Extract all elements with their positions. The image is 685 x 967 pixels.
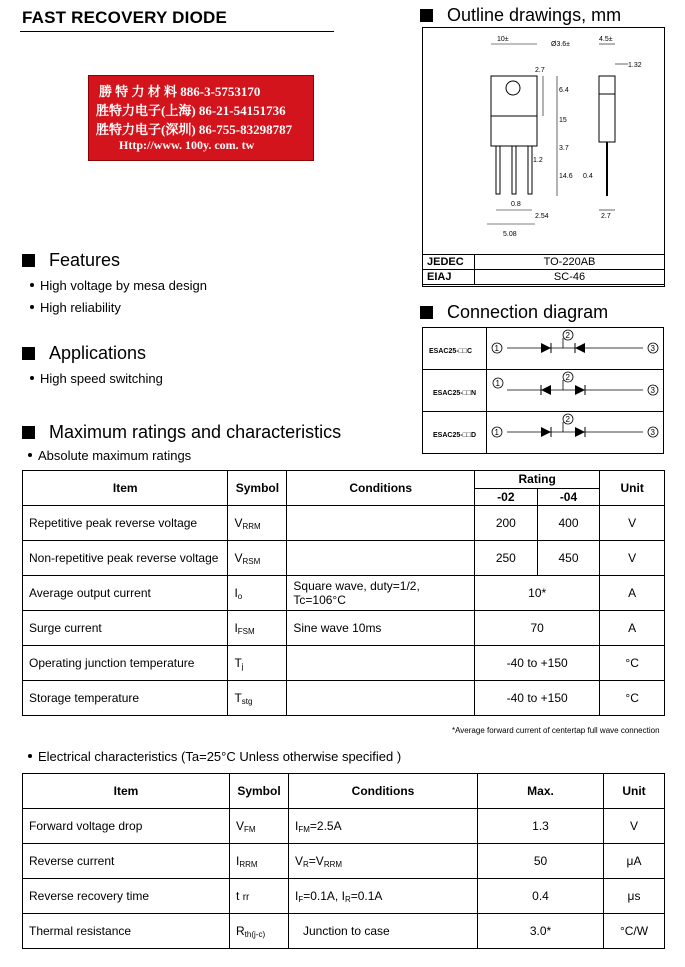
application-text: High speed switching — [40, 371, 163, 386]
part-label: ESAC25-□□D — [433, 431, 477, 439]
row-unit: V — [604, 809, 665, 844]
distributor-stamp — [88, 75, 314, 161]
row-unit: V — [600, 541, 665, 576]
cond-sub: R — [344, 894, 351, 904]
row-item: Average output current — [23, 576, 228, 611]
row-conditions — [287, 681, 475, 716]
feature-text: High voltage by mesa design — [40, 278, 207, 293]
symbol-sub: FM — [244, 824, 256, 834]
applications-heading — [22, 343, 146, 364]
pin-3: 3 — [650, 344, 655, 353]
cond-sub: F — [298, 894, 304, 904]
row-item: Surge current — [23, 611, 228, 646]
section-square-icon — [22, 426, 35, 439]
ratings-subheading-text: Absolute maximum ratings — [38, 448, 192, 463]
row-symbol — [230, 844, 289, 879]
cond-part: V — [295, 853, 304, 868]
row-value-02: 250 — [475, 541, 538, 576]
symbol-main: V — [234, 515, 243, 530]
connection-part — [423, 370, 487, 412]
cond-part: =V — [308, 853, 324, 868]
symbol-sub: stg — [241, 696, 253, 706]
side-body — [599, 94, 615, 142]
cond-part: =0.1A, I — [303, 888, 345, 903]
package-table — [422, 254, 665, 285]
symbol-main: V — [234, 550, 243, 565]
connection-symbol — [487, 370, 664, 412]
symbol-sub: rr — [242, 892, 250, 903]
section-square-icon — [22, 254, 35, 267]
dim-tab-thick: 1.32 — [628, 62, 642, 69]
ratings-subheading — [28, 448, 191, 463]
row-value: 3.0* — [478, 914, 604, 949]
symbol-main: I — [234, 620, 238, 635]
connection-heading-text: Connection diagram — [447, 302, 609, 322]
symbol-sub: j — [241, 661, 244, 671]
row-unit: V — [600, 506, 665, 541]
pin-1: 1 — [494, 344, 499, 353]
dim-lead-width: 1.2 — [533, 157, 543, 164]
connection-row — [423, 412, 664, 454]
cond-part: =0.1A — [350, 888, 383, 903]
dim-thickness: 4.5± — [599, 36, 613, 43]
table-row — [23, 506, 665, 541]
row-unit: °C — [600, 646, 665, 681]
dim-hole: Ø3.6± — [551, 41, 571, 48]
title-underline — [20, 31, 334, 32]
pin-2: 2 — [565, 373, 570, 382]
row-item: Reverse current — [23, 844, 230, 879]
part-label: ESAC25-□□C — [429, 347, 473, 355]
row-item: Storage temperature — [23, 681, 228, 716]
symbol-main: T — [234, 655, 242, 670]
pin-2: 2 — [565, 331, 570, 340]
symbol-sub: RSM — [242, 556, 261, 566]
outline-heading — [420, 5, 621, 26]
table-row — [23, 611, 665, 646]
row-value-02: 200 — [475, 506, 538, 541]
row-item: Repetitive peak reverse voltage — [23, 506, 228, 541]
feature-text: High reliability — [40, 300, 121, 315]
ratings-heading — [22, 422, 341, 443]
pin-3: 3 — [650, 386, 655, 395]
row-symbol — [230, 809, 289, 844]
bullet-icon — [28, 754, 32, 758]
symbol-sub: RRM — [242, 521, 261, 531]
diode-c-symbol — [487, 328, 663, 364]
row-symbol — [230, 914, 289, 949]
connection-symbol — [487, 412, 664, 454]
feature-item — [30, 278, 207, 293]
package-label: JEDEC — [423, 255, 475, 270]
connection-symbol — [487, 328, 664, 370]
outline-heading-text: Outline drawings, mm — [447, 5, 622, 25]
row-unit: μs — [604, 879, 665, 914]
pin-1: 1 — [494, 428, 499, 437]
symbol-main: I — [236, 853, 240, 868]
row-unit: μA — [604, 844, 665, 879]
row-symbol — [228, 541, 287, 576]
row-value-04: 450 — [537, 541, 600, 576]
dim-lead-thick: 0.4 — [583, 173, 593, 180]
row-item: Operating junction temperature — [23, 646, 228, 681]
package-label: EIAJ — [423, 270, 475, 285]
row-symbol — [230, 879, 289, 914]
row-conditions — [289, 809, 478, 844]
connection-part — [423, 412, 487, 454]
row-conditions — [287, 506, 475, 541]
header-unit: Unit — [600, 471, 665, 506]
cond-part: =2.5A — [309, 818, 342, 833]
electrical-heading — [28, 749, 401, 764]
dim-pitch: 2.54 — [535, 213, 549, 220]
table-row — [23, 681, 665, 716]
row-symbol — [228, 646, 287, 681]
package-value: SC-46 — [475, 270, 665, 285]
symbol-main: t — [236, 889, 240, 903]
symbol-sub: RRM — [239, 859, 258, 869]
row-conditions — [289, 879, 478, 914]
mounting-hole — [506, 81, 520, 95]
dim-lead-w2: 0.8 — [511, 201, 521, 208]
section-square-icon — [420, 306, 433, 319]
electrical-heading-text: Electrical characteristics (Ta=25°C Unless otherwise specified ) — [38, 749, 402, 764]
row-symbol — [228, 681, 287, 716]
table-row — [23, 646, 665, 681]
document-title: FAST RECOVERY DIODE — [22, 8, 228, 27]
header-symbol: Symbol — [230, 774, 289, 809]
header-02: -02 — [475, 488, 538, 506]
row-item: Reverse recovery time — [23, 879, 230, 914]
stamp-line-4: Http://www. 100y. com. tw — [119, 138, 255, 152]
row-conditions — [289, 844, 478, 879]
dim-lead-shoulder: 3.7 — [559, 145, 569, 152]
applications-heading-text: Applications — [49, 343, 147, 363]
symbol-main: T — [234, 690, 242, 705]
row-unit: A — [600, 576, 665, 611]
row-value: 50 — [478, 844, 604, 879]
electrical-table — [22, 773, 665, 949]
dim-tab-height: 6.4 — [559, 87, 569, 94]
lead-1 — [496, 146, 500, 194]
symbol-main: R — [236, 923, 245, 938]
header-symbol: Symbol — [228, 471, 287, 506]
outline-drawing-box — [422, 27, 665, 287]
bullet-icon — [28, 453, 32, 457]
row-conditions: Junction to case — [289, 914, 478, 949]
cond-sub: R — [303, 859, 309, 869]
cond-part: I — [295, 818, 299, 833]
row-value: 0.4 — [478, 879, 604, 914]
row-unit: °C/W — [604, 914, 665, 949]
bullet-icon — [30, 376, 34, 380]
bullet-icon — [30, 305, 34, 309]
bullet-icon — [30, 283, 34, 287]
header-rating: Rating — [475, 471, 600, 489]
table-row — [23, 914, 665, 949]
table-row — [23, 541, 665, 576]
header-item: Item — [23, 471, 228, 506]
connection-table — [422, 327, 664, 454]
stamp-line-1: 勝 特 力 材 料 886-3-5753170 — [99, 84, 261, 99]
symbol-sub: o — [237, 591, 243, 601]
electrical-header-row — [23, 774, 665, 809]
row-value-04: 400 — [537, 506, 600, 541]
ratings-heading-text: Maximum ratings and characteristics — [49, 422, 342, 442]
row-symbol — [228, 611, 287, 646]
package-value: TO-220AB — [475, 255, 665, 270]
dim-lead-length: 14.6 — [559, 173, 573, 180]
lead-3 — [528, 146, 532, 194]
connection-heading — [420, 302, 608, 323]
section-square-icon — [420, 9, 433, 22]
row-value: -40 to +150 — [475, 646, 600, 681]
connection-row — [423, 328, 664, 370]
ratings-footnote: *Average forward current of centertap full wave connection — [452, 726, 660, 735]
package-body — [491, 116, 537, 146]
pin-1: 1 — [495, 379, 500, 388]
package-drawing — [423, 28, 664, 256]
diode-n-symbol — [487, 370, 663, 406]
header-max: Max. — [478, 774, 604, 809]
row-conditions: Square wave, duty=1/2, Tc=106°C — [287, 576, 475, 611]
header-unit: Unit — [604, 774, 665, 809]
row-unit: °C — [600, 681, 665, 716]
features-heading — [22, 250, 120, 271]
row-conditions — [287, 541, 475, 576]
table-row — [23, 879, 665, 914]
feature-item — [30, 300, 121, 315]
symbol-main: I — [234, 585, 238, 600]
row-symbol — [228, 506, 287, 541]
row-value: -40 to +150 — [475, 681, 600, 716]
lead-2 — [512, 146, 516, 194]
ratings-header-row — [23, 471, 665, 489]
header-04: -04 — [537, 488, 600, 506]
table-row — [23, 809, 665, 844]
stamp-line-2: 胜特力电子(上海) 86-21-54151736 — [96, 103, 286, 118]
dim-side-lead: 2.7 — [601, 213, 611, 220]
row-value: 70 — [475, 611, 600, 646]
ratings-table — [22, 470, 665, 716]
row-item: Forward voltage drop — [23, 809, 230, 844]
side-tab — [599, 76, 615, 94]
dim-hole-pos: 2.7 — [535, 67, 545, 74]
cond-sub: RRM — [323, 859, 343, 869]
package-tab — [491, 76, 537, 116]
package-row — [423, 270, 665, 285]
connection-part — [423, 328, 487, 370]
package-row — [423, 255, 665, 270]
features-heading-text: Features — [49, 250, 121, 270]
table-row — [23, 844, 665, 879]
part-label: ESAC25-□□N — [433, 389, 477, 397]
table-row — [23, 576, 665, 611]
row-conditions: Sine wave 10ms — [287, 611, 475, 646]
stamp-line-3: 胜特力电子(深圳) 86-755-83298787 — [96, 122, 293, 137]
cond-sub: FM — [298, 824, 310, 834]
row-item: Thermal resistance — [23, 914, 230, 949]
row-unit: A — [600, 611, 665, 646]
diode-d-symbol — [487, 412, 663, 448]
pin-2: 2 — [565, 415, 570, 424]
diode-n-pin1 — [488, 363, 508, 399]
symbol-sub: th(j-c) — [244, 929, 266, 939]
cond-part: I — [295, 888, 299, 903]
row-value: 1.3 — [478, 809, 604, 844]
connection-row — [423, 370, 664, 412]
row-symbol — [228, 576, 287, 611]
row-value: 10* — [475, 576, 600, 611]
row-conditions — [287, 646, 475, 681]
header-item: Item — [23, 774, 230, 809]
header-conditions: Conditions — [289, 774, 478, 809]
application-item — [30, 371, 163, 386]
pin-3: 3 — [650, 428, 655, 437]
dim-pitch-2: 5.08 — [503, 231, 517, 238]
symbol-main: V — [236, 818, 245, 833]
row-item: Non-repetitive peak reverse voltage — [23, 541, 228, 576]
header-conditions: Conditions — [287, 471, 475, 506]
dim-body-height: 15 — [559, 117, 567, 124]
section-square-icon — [22, 347, 35, 360]
symbol-sub: FSM — [237, 626, 255, 636]
dim-width: 10± — [497, 36, 509, 43]
